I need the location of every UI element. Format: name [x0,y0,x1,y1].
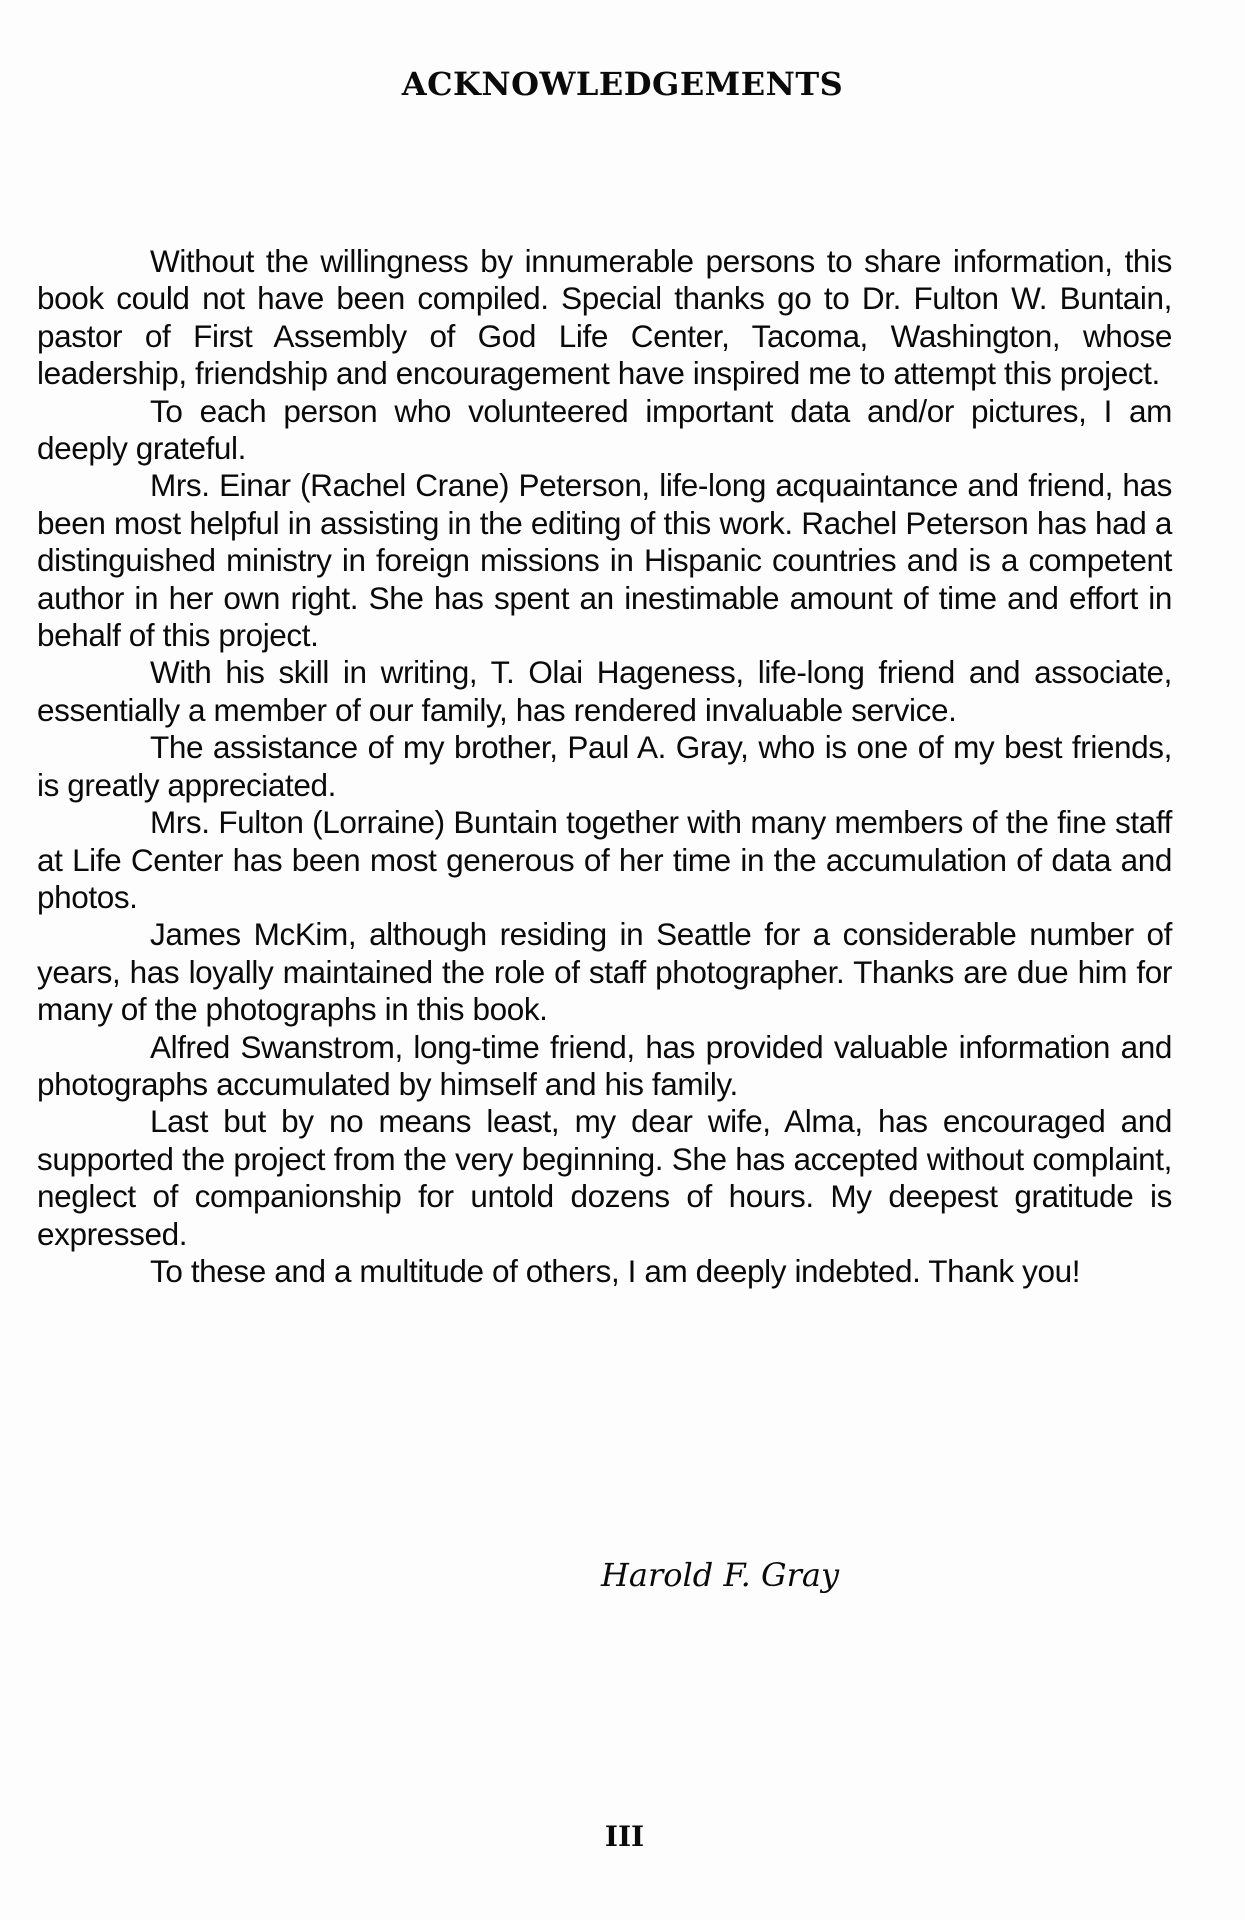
paragraph-olai-hageness: With his skill in writing, T. Olai Hageness, life-long friend and associate, essentially a member of our family, has rendered invaluable service. [37,654,1172,728]
paragraph-alfred-swanstrom: Alfred Swanstrom, long-time friend, has provided valuable information and photographs accumulated by himself and his family. [37,1028,1172,1102]
paragraph-rachel-peterson: Mrs. Einar (Rachel Crane) Peterson, life-long acquaintance and friend, has been most helpful in assisting in the editing of this work. Rachel Peterson has had a distinguished ministry in foreign missions in Hispanic countries and is a competent author in her own right. She has spent an inestimable amount of time and effort in behalf of this project. [37,467,1172,654]
page-number: III [604,1820,645,1853]
paragraph-closing: To these and a multitude of others, I am deeply indebted. Thank you! [150,1252,1081,1289]
page-title: ACKNOWLEDGEMENTS [401,65,844,104]
paragraph-intro: Without the willingness by innumerable persons to share information, this book could not have been compiled. Special thanks go to Dr. Fulton W. Buntain, pastor of First Assembly of God Life Center, Tacoma, Washington, whose leadership, friendship and encouragement have inspired me to attempt this project. [37,243,1172,392]
paragraph-lorraine-buntain: Mrs. Fulton (Lorraine) Buntain together with many members of the fine staff at Life Center has been most generous of her time in the accumulation of data and photos. [37,804,1172,915]
paragraph-james-mckim: James McKim, although residing in Seattle for a considerable number of years, has loyally maintained the role of staff photographer. Thanks are due him for many of the photographs in this book. [37,916,1172,1028]
paragraph-paul-gray: The assistance of my brother, Paul A. Gray, who is one of my best friends, is greatly appreciated. [37,729,1172,803]
paragraph-alma: Last but by no means least, my dear wife, Alma, has encouraged and supported the project from the very beginning. She has accepted without complaint, neglect of companionship for untold dozens of hours. My deepest gratitude is expressed. [37,1103,1172,1252]
paragraph-volunteers: To each person who volunteered important data and/or pictures, I am deeply grateful. [37,392,1172,467]
author-signature: Harold F. Gray [601,1556,840,1594]
acknowledgements-body [37,243,1172,1290]
